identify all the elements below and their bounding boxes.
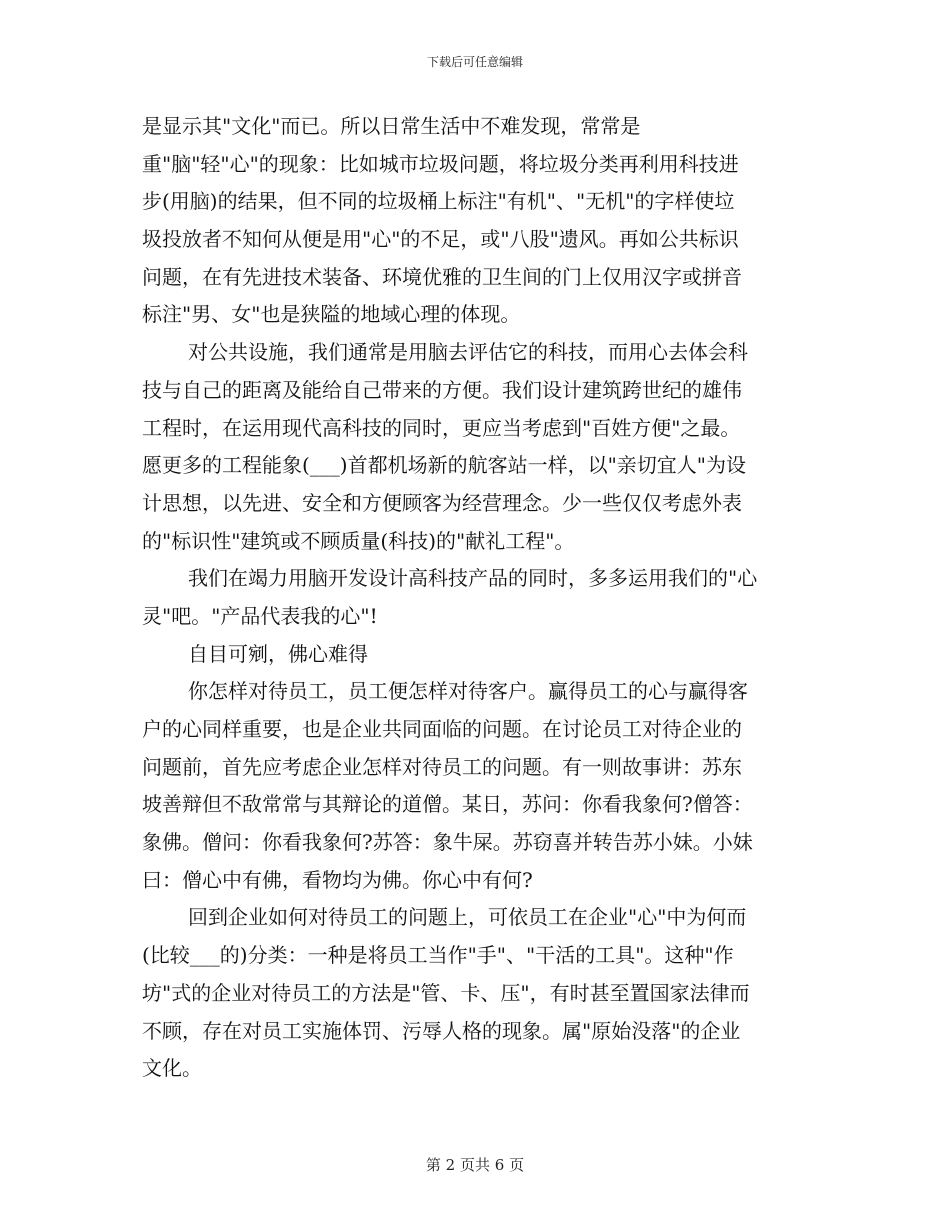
text-line: 标注"男、女"也是狭隘的地域心理的体现。 xyxy=(142,302,521,327)
page-footer: 第 2 页共 6 页 xyxy=(425,1156,525,1174)
page-header: 下载后可任意编辑 xyxy=(426,55,523,69)
text-line: 对公共设施，我们通常是用脑去评估它的科技，而用心去体会科 xyxy=(188,340,748,365)
text-line: 是显示其"文化"而已。所以日常生活中不难发现，常常是 xyxy=(142,114,641,138)
text-line: 技与自己的距离及能给自己带来的方便。我们设计建筑跨世纪的雄伟 xyxy=(142,377,742,402)
text-line: 我们在竭力用脑开发设计高科技产品的同时，多多运用我们的"心 xyxy=(188,566,758,591)
text-line: 户的心同样重要，也是企业共同面临的问题。在讨论员工对待企业的 xyxy=(142,717,742,741)
text-line: 圾投放者不知何从便是用"心"的不足，或"八股"遗风。再如公共标识 xyxy=(142,227,739,252)
text-line: 工程时，在运用现代高科技的同时，更应当考虑到"百姓方便"之最。 xyxy=(142,415,741,440)
text-line: 文化。 xyxy=(142,1056,202,1081)
text-line: 坡善辩但不敌常常与其辩论的道僧。某日，苏问：你看我象何?僧答： xyxy=(142,792,753,817)
text-line: 不顾，存在对员工实施体罚、污辱人格的现象。属"原始没落"的企业 xyxy=(142,1018,741,1043)
text-line: 曰：僧心中有佛，看物均为佛。你心中有何? xyxy=(142,867,533,892)
text-line: 象佛。僧问：你看我象何?苏答：象牛屎。苏窃喜并转告苏小妹。小妹 xyxy=(142,830,753,855)
text-line: 你怎样对待员工，员工便怎样对待客户。赢得员工的心与赢得客 xyxy=(188,679,748,704)
text-line: 自目可剜，佛心难得 xyxy=(188,641,368,666)
text-line: 问题前，首先应考虑企业怎样对待员工的问题。有一则故事讲：苏东 xyxy=(142,754,742,779)
document-body xyxy=(142,108,810,1088)
text-line: 愿更多的工程能象(___)首都机场新的航客站一样，以"亲切宜人"为设 xyxy=(142,453,747,478)
text-line: 计思想，以先进、安全和方便顾客为经营理念。少一些仅仅考虑外表 xyxy=(142,490,742,515)
text-line: 坊"式的企业对待员工的方法是"管、卡、压"，有时甚至置国家法律而 xyxy=(142,980,750,1005)
text-line: 问题，在有先进技术装备、环境优雅的卫生间的门上仅用汉字或拼音 xyxy=(142,264,742,289)
text-line: 回到企业如何对待员工的问题上，可依员工在企业"心"中为何而 xyxy=(188,905,747,930)
text-line: (比较___的)分类：一种是将员工当作"手"、"干活的工具"。这种"作 xyxy=(142,943,734,968)
text-line: 的"标识性"建筑或不顾质量(科技)的"献礼工程"。 xyxy=(142,528,575,553)
text-line: 重"脑"轻"心"的现象：比如城市垃圾问题，将垃圾分类再利用科技进 xyxy=(142,151,739,176)
text-line: 灵"吧。"产品代表我的心"! xyxy=(142,603,378,628)
text-line: 步(用脑)的结果，但不同的垃圾桶上标注"有机"、"无机"的字样使垃 xyxy=(142,189,735,214)
